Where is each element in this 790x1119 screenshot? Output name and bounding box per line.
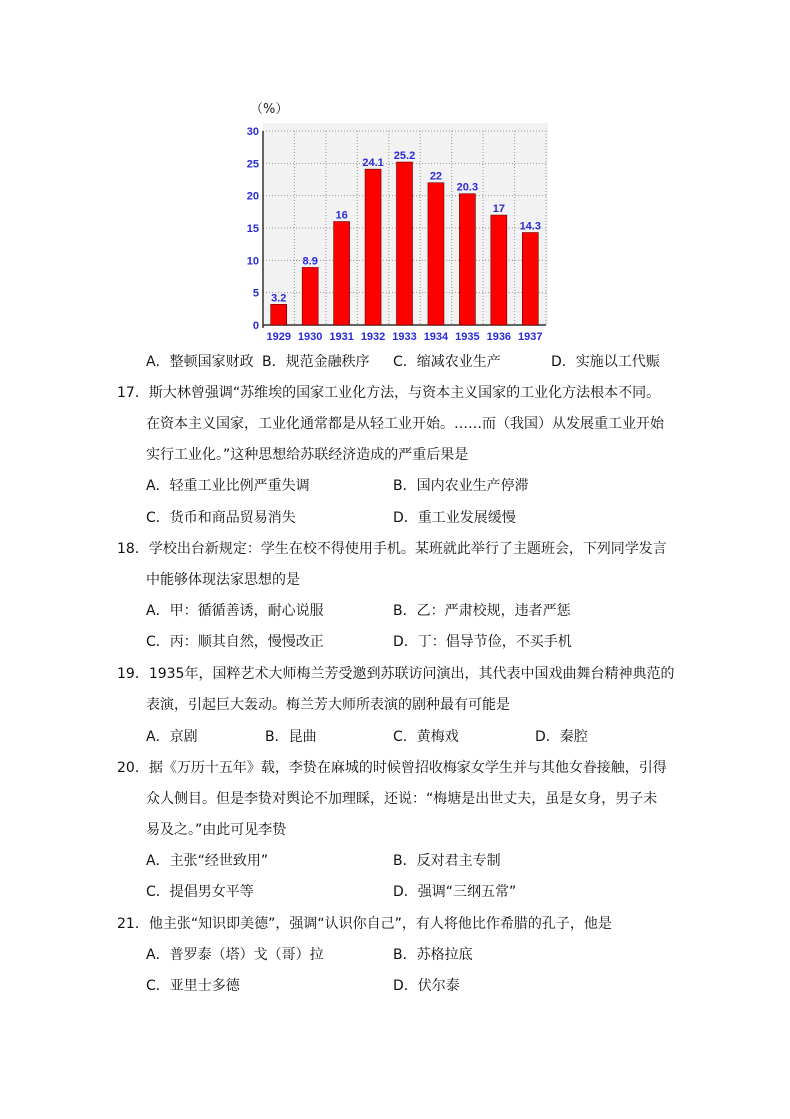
y-tick-label: 25 xyxy=(246,158,259,171)
q18-option-a: A．甲：循循善诱，耐心说服 xyxy=(146,603,324,619)
bar-chart xyxy=(240,95,560,345)
q16-option-b: B．规范金融秩序 xyxy=(262,354,370,370)
y-tick-label: 20 xyxy=(246,190,259,203)
data-label: 22 xyxy=(429,170,443,183)
data-label: 14.3 xyxy=(519,220,541,233)
q16-option-d: D．实施以工代赈 xyxy=(551,354,660,370)
bar-1932 xyxy=(365,169,381,325)
q18-stem: 18．学校出台新规定：学生在校不得使用手机。某班就此举行了主题班会，下列同学发言 xyxy=(117,541,667,557)
q20-stem-cont: 众人侧目。但是李贽对舆论不加理睬，还说：“梅塘是出世丈夫，虽是女身，男子未 xyxy=(146,791,658,807)
bar-1937 xyxy=(522,233,538,325)
data-label: 8.9 xyxy=(302,255,318,268)
bar-1934 xyxy=(428,183,444,325)
q17-option-a: A．轻重工业比例严重失调 xyxy=(146,478,310,494)
x-tick-label: 1937 xyxy=(518,331,543,343)
data-label: 20.3 xyxy=(456,181,479,194)
q19-stem: 19．1935年，国粹艺术大师梅兰芳受邀到苏联访问演出，其代表中国戏曲舞台精神典范的 xyxy=(117,666,675,682)
x-tick-label: 1933 xyxy=(392,331,417,343)
bar-1936 xyxy=(491,215,507,325)
q21-option-b: B．苏格拉底 xyxy=(393,947,473,963)
x-tick-label: 1935 xyxy=(455,331,480,343)
q16-option-a: A．整顿国家财政 xyxy=(146,354,254,370)
x-tick-label: 1931 xyxy=(329,331,354,343)
q19-option-c: C．黄梅戏 xyxy=(393,729,459,745)
data-label: 24.1 xyxy=(362,157,384,170)
q18-option-d: D．丁：倡导节俭，不买手机 xyxy=(393,634,572,650)
x-tick-label: 1934 xyxy=(423,331,449,343)
q20-stem-cont: 易及之。”由此可见李贽 xyxy=(146,822,287,838)
q21-stem: 21．他主张“知识即美德”，强调“认识你自己”，有人将他比作希腊的孔子，他是 xyxy=(117,916,612,932)
q20-option-d: D．强调“三纲五常” xyxy=(393,884,517,900)
q20-option-b: B．反对君主专制 xyxy=(393,853,501,869)
q16-option-c: C．缩减农业生产 xyxy=(393,354,501,370)
y-tick-label: 0 xyxy=(252,320,259,332)
x-tick-label: 1929 xyxy=(266,331,291,343)
y-tick-label: 5 xyxy=(252,287,259,300)
data-label: 16 xyxy=(335,209,348,222)
q19-stem-cont: 表演，引起巨大轰动。梅兰芳大师所表演的剧种最有可能是 xyxy=(146,697,510,713)
q20-stem: 20．据《万历十五年》载，李贽在麻城的时候曾招收梅家女学生并与其他女眷接触，引得 xyxy=(117,760,667,776)
q17-stem-cont: 在资本主义国家，工业化通常都是从轻工业开始。……而（我国）从发展重工业开始 xyxy=(146,416,664,432)
x-tick-label: 1930 xyxy=(297,331,323,343)
q18-option-b: B．乙：严肃校规，违者严惩 xyxy=(393,603,571,619)
q21-option-a: A．普罗泰（塔）戈（哥）拉 xyxy=(146,947,324,963)
x-tick-label: 1936 xyxy=(486,331,512,343)
q20-option-c: C．提倡男女平等 xyxy=(146,884,254,900)
q17-option-d: D．重工业发展缓慢 xyxy=(393,510,516,526)
q20-option-a: A．主张“经世致用” xyxy=(146,853,269,869)
data-label: 3.2 xyxy=(271,292,287,305)
q19-option-b: B．昆曲 xyxy=(265,729,317,745)
q17-option-c: C．货币和商品贸易消失 xyxy=(146,510,296,526)
q21-option-c: C．亚里士多德 xyxy=(146,978,240,994)
y-tick-label: 10 xyxy=(246,255,259,268)
y-tick-label: 15 xyxy=(246,223,259,235)
bar-1930 xyxy=(302,267,318,325)
q21-option-d: D．伏尔泰 xyxy=(393,978,460,994)
q17-stem: 17．斯大林曾强调“苏维埃的国家工业化方法，与资本主义国家的工业化方法根本不同。 xyxy=(117,385,661,401)
q18-option-c: C．丙：顺其自然，慢慢改正 xyxy=(146,634,324,650)
bar-1935 xyxy=(459,194,475,325)
bar-1931 xyxy=(334,222,350,325)
q17-stem-cont: 实行工业化。”这种思想给苏联经济造成的严重后果是 xyxy=(146,447,469,463)
bar-1929 xyxy=(271,304,287,325)
q19-option-d: D．秦腔 xyxy=(535,729,588,745)
data-label: 17 xyxy=(492,203,505,216)
x-tick-label: 1932 xyxy=(360,331,386,343)
data-label: 25.2 xyxy=(393,150,416,163)
unit-label: （%） xyxy=(250,102,289,117)
bar-1933 xyxy=(397,162,413,325)
y-tick-label: 30 xyxy=(246,126,259,138)
q19-option-a: A．京剧 xyxy=(146,729,198,745)
q17-option-b: B．国内农业生产停滞 xyxy=(393,478,529,494)
q18-stem-cont: 中能够体现法家思想的是 xyxy=(146,572,300,588)
